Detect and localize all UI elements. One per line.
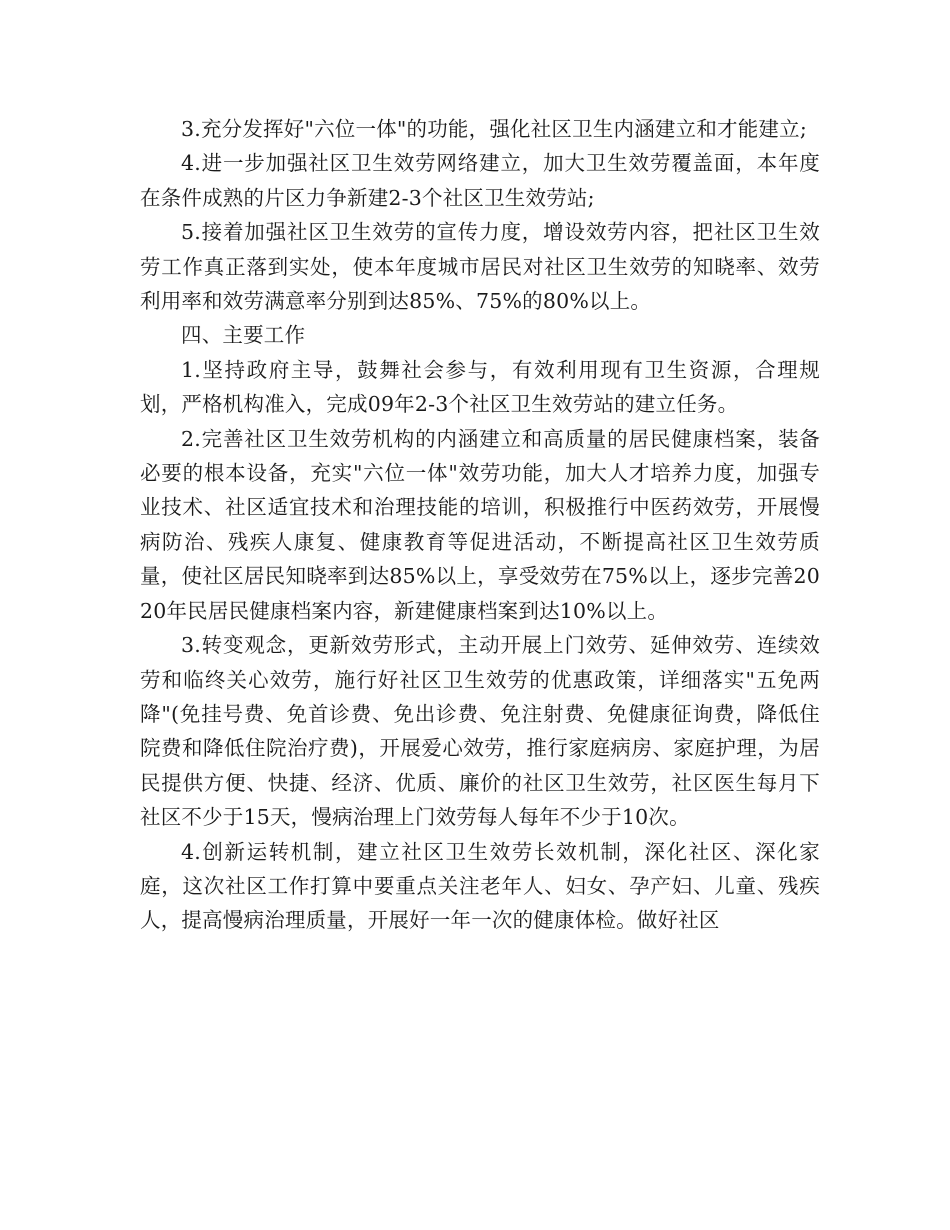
section-heading-main-work: 四、主要工作: [181, 323, 306, 348]
paragraph-goal-5: 5.接着加强社区卫生效劳的宣传力度，增设效劳内容，把社区卫生效劳工作真正落到实处，使本年度城市居民对社区卫生效劳的知晓率、效劳利用率和效劳满意率分别到达85%、75%的80%以上。: [140, 220, 820, 314]
paragraph-work-2: 2.完善社区卫生效劳机构的内涵建立和高质量的居民健康档案，装备必要的根本设备，充实"六位一体"效劳功能，加大人才培养力度，加强专业技术、社区适宜技术和治理技能的培训，积极推行中医药效劳，开展慢病防治、残疾人康复、健康教育等促进活动，不断提高社区卫生效劳质量，使社区居民知晓率到达85%以上，享受效劳在75%以上，逐步完善2020年民居民健康档案内容，新建健康档案到达10%以上。: [140, 426, 820, 623]
paragraph-goal-4: 4.进一步加强社区卫生效劳网络建立，加大卫生效劳覆盖面，本年度在条件成熟的片区力争新建2-3个社区卫生效劳站;: [140, 151, 820, 210]
paragraph-work-3: 3.转变观念，更新效劳形式，主动开展上门效劳、延伸效劳、连续效劳和临终关心效劳，施行好社区卫生效劳的优惠政策，详细落实"五免两降"(免挂号费、免首诊费、免出诊费、免注射费、免健康征询费，降低住院费和降低住院治疗费)，开展爱心效劳，推行家庭病房、家庭护理，为居民提供方便、快捷、经济、优质、廉价的社区卫生效劳，社区医生每月下社区不少于15天，慢病治理上门效劳每人每年不少于10次。: [140, 633, 820, 830]
paragraph-work-1: 1.坚持政府主导，鼓舞社会参与，有效利用现有卫生资源，合理规划，严格机构准入，完成09年2-3个社区卫生效劳站的建立任务。: [140, 357, 820, 417]
paragraph-work-4: 4.创新运转机制，建立社区卫生效劳长效机制，深化社区、深化家庭，这次社区工作打算中要重点关注老年人、妇女、孕产妇、儿童、残疾人，提高慢病治理质量，开展好一年一次的健康体检。做好社区: [140, 839, 820, 933]
document-body: [140, 112, 820, 938]
paragraph-goal-3: 3.充分发挥好"六位一体"的功能，强化社区卫生内涵建立和才能建立;: [181, 117, 807, 141]
